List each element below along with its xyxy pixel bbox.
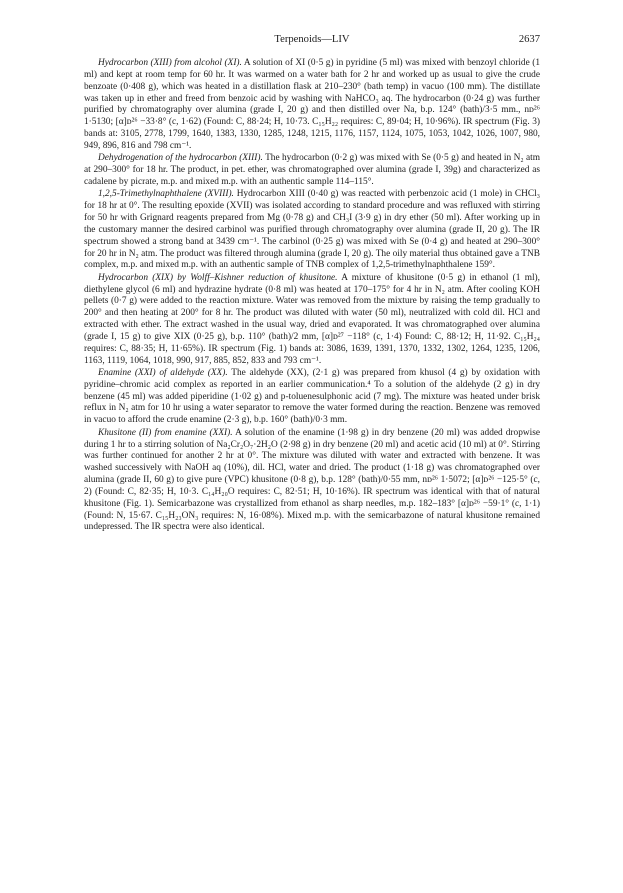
- paragraph-heading: Dehydrogenation of the hydrocarbon (XIII).: [98, 153, 263, 164]
- paragraph-enamine: [84, 368, 540, 427]
- paragraph-wolff-kishner: [84, 273, 540, 368]
- paragraph-text: Hydrocarbon XIII (0·40 g) was reacted with perbenzoic acid (1 mole) in CHCl₃ for 18 hr at 0°. The resulting epoxide (XVII) was isolated according to standard procedure and was refluxed with stirring for 50 hr with Grignard reagents prepared from Mg (0·78 g) and CH₃I (3·9 g) in dry ether (50 ml). After working up in the customary manner the desired carbinol was purified through chromatography over alumina (grade II, 20 g). The IR spectrum showed a strong band at 3439 cm⁻¹. The carbinol (0·25 g) was mixed with Se (0·4 g) and heated at 290–300° for 20 hr in N₂ atm. The product was filtered through alumina (grade I, 20 g). The oily material thus obtained gave a TNB complex, m.p. and mixed m.p. with an authentic sample of TNB complex of 1,2,5-trimethylnaphthalene 159°.: [84, 189, 540, 271]
- paragraph-hydrocarbon-xiii: [84, 58, 540, 153]
- paragraph-heading: 1,2,5-Trimethylnaphthalene (XVIII).: [98, 189, 234, 200]
- article-body: [84, 58, 540, 534]
- page-number: 2637: [518, 34, 540, 45]
- paragraph-heading: Hydrocarbon (XIX) by Wolff–Kishner reduction of khusitone.: [98, 272, 338, 283]
- paragraph-text: The hydrocarbon (0·2 g) was mixed with Se (0·5 g) and heated in N₂ atm at 290–300° for 18 hr. The product, in pet. ether, was chromatographed over alumina (grade I, 39g) and characterized as cadalene by picrate, m.p. and mixed m.p. with an authentic sample 114–115°.: [84, 153, 540, 187]
- paragraph-text: A mixture of khusitone (0·5 g) in ethanol (1 ml), diethylene glycol (6 ml) and hydrazine hydrate (0·8 ml) was heated at 170–175° for 4 hr in N₂ atm. After cooling KOH pellets (0·7 g) were added to the reaction mixture. Water was removed from the mixture by raising the temp gradually to 200° and then heating at 200° for 8 hr. The product was diluted with water (50 ml), neutralized with cold dil. HCl and extracted with ether. The extract washed in the usual way, dried and evaporated. It was chromatographed over alumina (grade I, 15 g) to give XIX (0·25 g), b.p. 110° (bath)/2 mm, [α]ᴅ²⁷ −118° (c, 1·4) Found: C, 88·12; H, 11·92. C₁₅H₂₄ requires: C, 88·35; H, 11·65%). IR spectrum (Fig. 1) bands at: 3086, 1639, 1391, 1370, 1332, 1302, 1264, 1235, 1206, 1163, 1119, 1064, 1018, 990, 917, 885, 852, 833 and 793 cm⁻¹.: [84, 272, 541, 366]
- paragraph-heading: Khusitone (II) from enamine (XXI).: [98, 427, 233, 438]
- paragraph-dehydrogenation: [84, 153, 540, 189]
- running-header: [84, 34, 540, 50]
- paragraph-text: The aldehyde (XX), (2·1 g) was prepared from khusol (4 g) by oxidation with pyridine–chromic acid complex as reported in an earlier communication.⁴ To a solution of the aldehyde (2 g) in dry benzene (45 ml) was added piperidine (1·02 g) and p-toluenesulphonic acid (7 mg). The mixture was heated under brisk reflux in N₂ atm for 10 hr using a water separator to remove the water formed during the reaction. Benzene was removed in vacuo to afford the crude enamine (2·3 g), b.p. 160° (bath)/0·3 mm.: [84, 367, 540, 426]
- paragraph-trimethylnaphthalene: [84, 189, 540, 272]
- paragraph-khusitone: [84, 428, 540, 535]
- paragraph-text: A solution of the enamine (1·98 g) in dry benzene (20 ml) was added dropwise during 1 hr to a stirring solution of Na₂Cr₂O₇·2H₂O (2·98 g) in dry benzene (20 ml) and acetic acid (10 ml) at 0°. Stirring was further continued for another 2 hr at 0°. The mixture was diluted with water and extracted with benzene. It was washed successively with NaOH aq (10%), dil. HCl, water and dried. The product (1·18 g) was chromatographed over alumina (grade II, 60 g) to give pure (VPC) khusitone (0·8 g), b.p. 128° (bath)/0·55 mm, nᴅ²⁶ 1·5072; [α]ᴅ²⁶ −125·5° (c, 2) (Found: C, 82·35; H, 10·3. C₁₄H₂₀O requires: C, 82·51; H, 10·16%). IR spectrum was identical with that of natural khusitone (Fig. 1). Semicarbazone was crystallized from ethanol as sharp needles, m.p. 182–183° [α]ᴅ²⁶ −59·1° (c, 1·1) (Found: N, 15·67. C₁₅H₂₃ON₃ requires: N, 16·08%). Mixed m.p. with the semicarbazone of natural khusitone remained undepressed. The IR spectra were also identical.: [84, 427, 540, 533]
- paragraph-heading: Hydrocarbon (XIII) from alcohol (XI).: [98, 58, 242, 68]
- paragraph-heading: Enamine (XXI) of aldehyde (XX).: [98, 367, 228, 378]
- running-title: Terpenoids—LIV: [274, 34, 350, 45]
- paragraph-text: A solution of XI (0·5 g) in pyridine (5 ml) was mixed with benzoyl chloride (1 ml) and kept at room temp for 60 hr. It was warmed on a water bath for 2 hr and worked up as usual to give the crude benzoate (0·408 g), which was heated in a distillation flask at 210–230° (bath temp) in vacuo (100 mm). The distillate was taken up in ether and freed from benzoic acid by washing with NaHCO₃ aq. The hydrocarbon (0·24 g) was further purified by chromatography over alumina (grade I, 20 g) and then distilled over Na, b.p. 124° (bath)/3·5 mm., nᴅ²⁶ 1·5130; [α]ᴅ²⁶ −33·8° (c, 1·62) (Found: C, 88·24; H, 10·73. C₁₅H₂₂ requires: C, 89·04; H, 10·96%). IR spectrum (Fig. 3) bands at: 3105, 2778, 1799, 1640, 1383, 1330, 1285, 1248, 1215, 1176, 1157, 1124, 1075, 1053, 1042, 1026, 1007, 980, 949, 896, 816 and 798 cm⁻¹.: [84, 58, 540, 151]
